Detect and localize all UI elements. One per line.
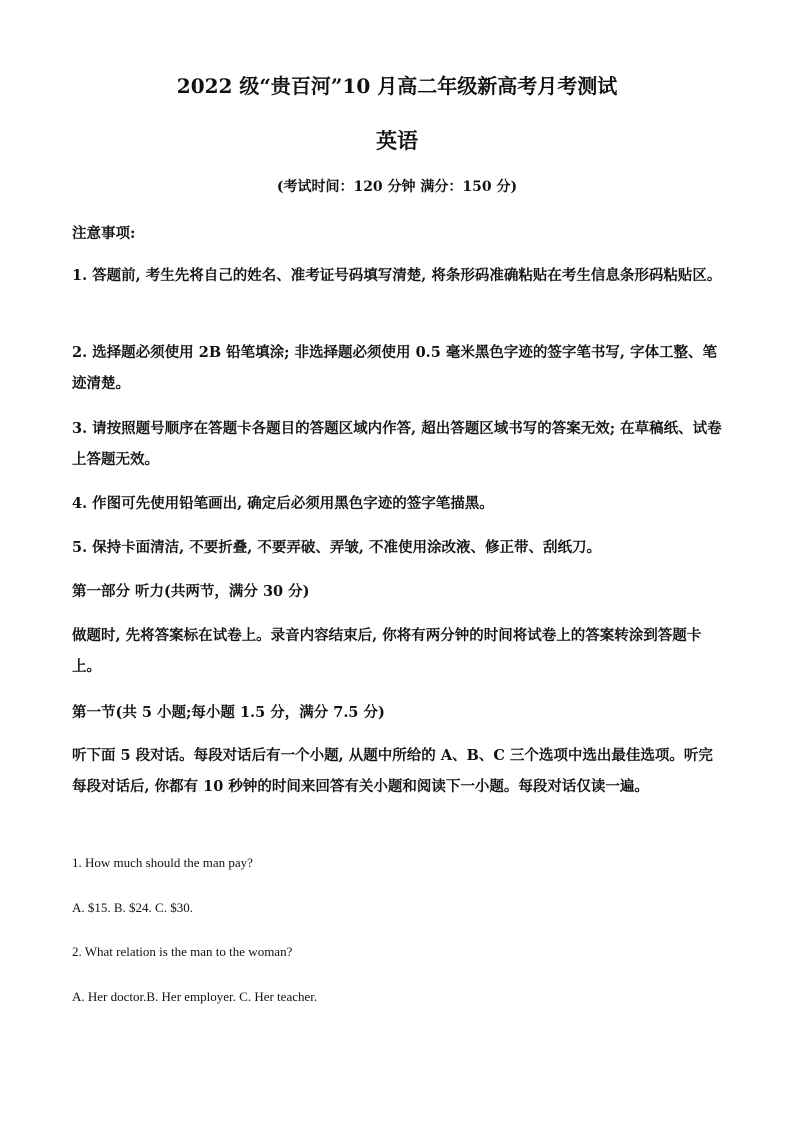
exam-title: 2022 级“贵百河”10 月高二年级新高考月考测试 <box>176 74 618 98</box>
section1-heading: 第一节(共 5 小题;每小题 1.5 分，满分 7.5 分) <box>72 704 385 721</box>
question-2-options: A. Her doctor.B. Her employer. C. Her teacher. <box>72 989 318 1004</box>
note-item-1: 1. 答题前, 考生先将自己的姓名、准考证号码填写清楚, 将条形码准确粘贴在考生信息条形码粘贴区。 <box>72 267 722 284</box>
section1-instruction: 听下面 5 段对话。每段对话后有一个小题, 从题中所给的 A、B、C 三个选项中选出最佳选项。听完每段对话后, 你都有 10 秒钟的时间来回答有关小题和阅读下一小题。每段对话仅读一遍。 <box>72 747 713 795</box>
note-item-4: 4. 作图可先使用铅笔画出, 确定后必须用黑色字迹的签字笔描黑。 <box>72 495 494 512</box>
notes-heading: 注意事项: <box>72 225 136 242</box>
part1-instruction: 做题时, 先将答案标在试卷上。录音内容结束后, 你将有两分钟的时间将试卷上的答案转涂到答题卡上。 <box>72 627 702 675</box>
note-item-5: 5. 保持卡面清洁, 不要折叠, 不要弄破、弄皱, 不准使用涂改液、修正带、刮纸刀。 <box>72 539 601 556</box>
note-item-3: 3. 请按照题号顺序在答题卡各题目的答题区域内作答, 超出答题区域书写的答案无效; 在草稿纸、试卷上答题无效。 <box>72 420 722 468</box>
part1-heading: 第一部分 听力(共两节，满分 30 分) <box>72 583 310 600</box>
question-2-stem: 2. What relation is the man to the woman? <box>72 944 293 959</box>
question-1-stem: 1. How much should the man pay? <box>72 855 253 870</box>
question-1-options: A. $15. B. $24. C. $30. <box>72 900 193 915</box>
exam-info: (考试时间：120 分钟 满分：150 分) <box>276 179 518 195</box>
subject-title: 英语 <box>376 128 418 153</box>
note-item-2: 2. 选择题必须使用 2B 铅笔填涂; 非选择题必须使用 0.5 毫米黑色字迹的签字笔书写, 字体工整、笔迹清楚。 <box>72 344 717 392</box>
